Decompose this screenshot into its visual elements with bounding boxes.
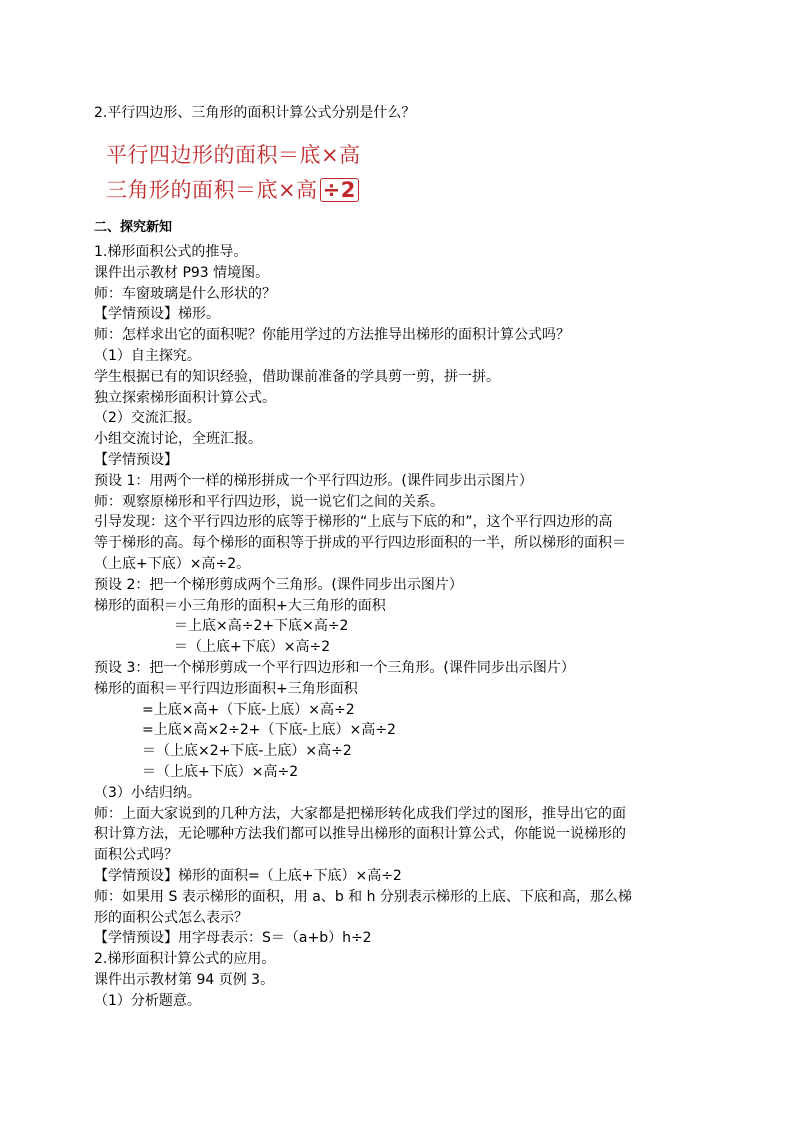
triangle-area-formula — [106, 174, 359, 204]
text-line: （2）交流汇报。 — [94, 410, 201, 427]
section-title: 二、探究新知 — [94, 220, 173, 235]
equation-step: ＝上底×高÷2+下底×高÷2 — [174, 618, 349, 635]
text-line: （3）小结归纳。 — [94, 784, 201, 801]
text-line: （1）分析题意。 — [94, 992, 201, 1009]
review-question: 2.平行四边形、三角形的面积计算公式分别是什么？ — [94, 105, 416, 121]
text-line: 预设 2：把一个梯形剪成两个三角形。(课件同步出示图片） — [94, 576, 463, 593]
equation-step: ＝（上底+下底）×高÷2 — [142, 763, 299, 780]
text-line: 【学情预设】梯形的面积=（上底+下底）×高÷2 — [94, 867, 402, 884]
text-line: 面积公式吗？ — [94, 847, 178, 864]
equation-step: ＝（上底×2+下底-上底）×高÷2 — [142, 743, 352, 760]
text-line: 师：如果用 S 表示梯形的面积，用 a、b 和 h 分别表示梯形的上底、下底和高，那么梯 — [94, 888, 632, 905]
text-line: 小组交流讨论，全班汇报。 — [94, 431, 262, 448]
text-line: 课件出示教材第 94 页例 3。 — [94, 971, 275, 988]
text-line: （1）自主探究。 — [94, 347, 201, 364]
parallelogram-formula-text: 平行四边形的面积＝底×高 — [106, 143, 361, 167]
text-line: 【学情预设】梯形。 — [94, 306, 220, 323]
text-line: 梯形的面积＝平行四边形面积+三角形面积 — [94, 680, 358, 697]
text-line: （上底+下底）×高÷2。 — [94, 555, 251, 572]
text-line: 积计算方法，无论哪种方法我们都可以推导出梯形的面积计算公式，你能说一说梯形的 — [94, 826, 626, 843]
text-line: 【学情预设】用字母表示：S＝（a+b）h÷2 — [94, 930, 372, 947]
equation-step: ＝（上底+下底）×高÷2 — [174, 639, 331, 656]
text-line: 引导发现：这个平行四边形的底等于梯形的“上底与下底的和”，这个平行四边形的高 — [94, 514, 613, 531]
text-line: 师：车窗玻璃是什么形状的？ — [94, 285, 276, 302]
text-line: 师：观察原梯形和平行四边形，说一说它们之间的关系。 — [94, 493, 444, 510]
lesson-body — [94, 242, 704, 1011]
text-line: 形的面积公式怎么表示？ — [94, 909, 248, 926]
text-line: 【学情预设】 — [94, 451, 178, 468]
text-line: 1.梯形面积公式的推导。 — [94, 244, 248, 260]
text-line: 预设 3：把一个梯形剪成一个平行四边形和一个三角形。(课件同步出示图片） — [94, 659, 575, 676]
text-line: 师：上面大家说到的几种方法，大家都是把梯形转化成我们学过的图形，推导出它的面 — [94, 805, 626, 822]
text-line: 课件出示教材 P93 情境图。 — [94, 264, 270, 281]
text-line: 2.梯形面积计算公式的应用。 — [94, 951, 276, 968]
parallelogram-area-formula — [106, 139, 361, 169]
text-line: 梯形的面积＝小三角形的面积+大三角形的面积 — [94, 597, 386, 614]
text-line: 学生根据已有的知识经验，借助课前准备的学具剪一剪，拼一拼。 — [94, 368, 500, 385]
divide-by-two-highlight: ÷2 — [320, 178, 359, 202]
text-line: 独立探索梯形面积计算公式。 — [94, 389, 276, 406]
equation-step: =上底×高+（下底-上底）×高÷2 — [142, 701, 355, 718]
text-line: 等于梯形的高。每个梯形的面积等于拼成的平行四边形面积的一半，所以梯形的面积＝ — [94, 535, 626, 552]
equation-step: =上底×高×2÷2+（下底-上底）×高÷2 — [142, 722, 396, 739]
text-line: 预设 1：用两个一样的梯形拼成一个平行四边形。(课件同步出示图片） — [94, 472, 533, 489]
triangle-formula-text: 三角形的面积＝底×高 — [106, 178, 318, 202]
text-line: 师：怎样求出它的面积呢？你能用学过的方法推导出梯形的面积计算公式吗？ — [94, 327, 570, 344]
